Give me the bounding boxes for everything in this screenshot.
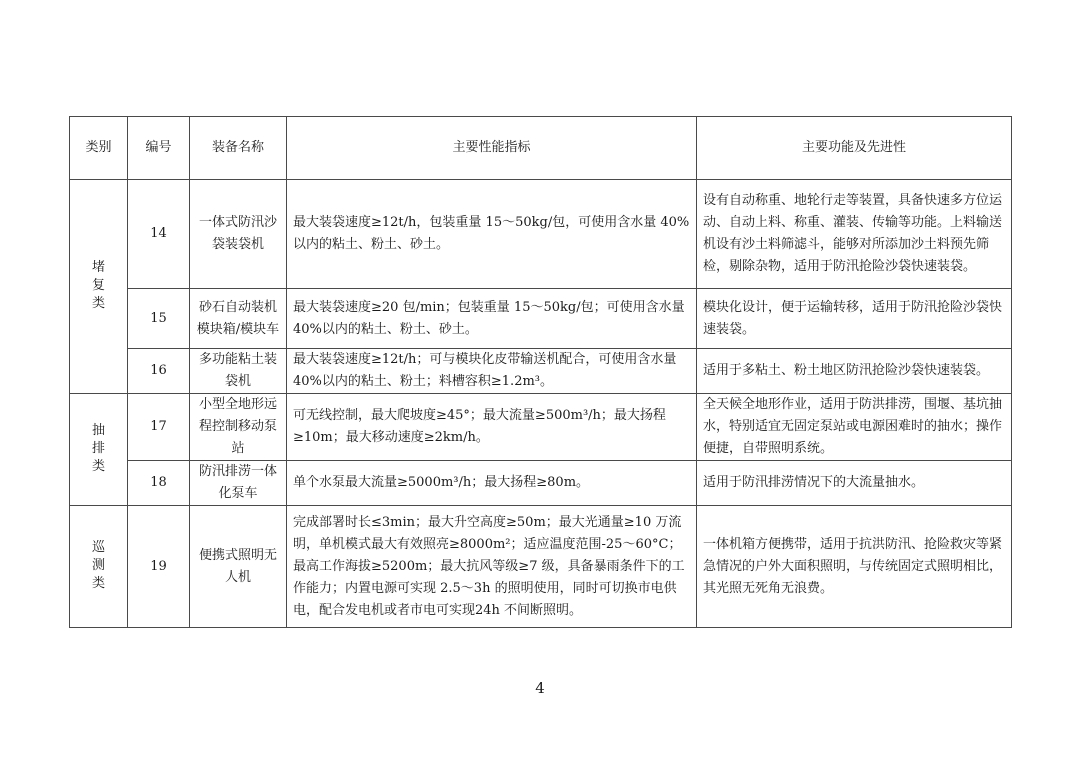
table-row [70,394,1012,461]
equipment-name: 小型全地形远程控制移动泵站 [190,394,287,461]
header-category: 类别 [70,117,128,180]
function-desc: 全天候全地形作业，适用于防洪排涝，围堰、基坑抽水，特别适宜无固定泵站或电源困难时的抽水；操作便捷，自带照明系统。 [697,394,1012,461]
header-function: 主要功能及先进性 [697,117,1012,180]
row-number: 15 [128,289,190,349]
row-number: 14 [128,180,190,289]
equipment-name: 多功能粘土装袋机 [190,349,287,394]
function-desc: 适用于多粘土、粉土地区防汛抢险沙袋快速装袋。 [697,349,1012,394]
row-number: 17 [128,394,190,461]
table-header-row [70,117,1012,180]
function-desc: 模块化设计，便于运输转移，适用于防汛抢险沙袋快速装袋。 [697,289,1012,349]
row-number: 18 [128,461,190,506]
table-row [70,180,1012,289]
row-number: 16 [128,349,190,394]
header-performance: 主要性能指标 [287,117,697,180]
table-row [70,289,1012,349]
category-cell [70,180,128,394]
table-row [70,461,1012,506]
equipment-name: 一体式防汛沙袋装袋机 [190,180,287,289]
header-number: 编号 [128,117,190,180]
header-equipment-name: 装备名称 [190,117,287,180]
equipment-name: 防汛排涝一体化泵车 [190,461,287,506]
function-desc: 适用于防汛排涝情况下的大流量抽水。 [697,461,1012,506]
function-desc: 设有自动称重、地轮行走等装置，具备快速多方位运动、自动上料、称重、灌装、传输等功能。上料输送机设有沙土料筛滤斗，能够对所添加沙土料预先筛检，剔除杂物，适用于防汛抢险沙袋快速装袋。 [697,180,1012,289]
performance-spec: 最大装袋速度≥20 包/min；包装重量 15～50kg/包；可使用含水量 40%以内的粘土、粉土、砂土。 [287,289,697,349]
equipment-name: 便携式照明无人机 [190,506,287,628]
equipment-name: 砂石自动装机模块箱/模块车 [190,289,287,349]
page-number: 4 [535,679,545,697]
performance-spec: 完成部署时长≤3min；最大升空高度≥50m；最大光通量≥10 万流明，单机模式最大有效照亮≥8000m²；适应温度范围-25～60°C；最高工作海拔≥5200m；最大抗风等级≥7 级，具备暴雨条件下的工作能力；内置电源可实现 2.5～3h 的照明使用，同时可切换市电供电，配合发电机或者市电可实现24h 不间断照明。 [287,506,697,628]
row-number: 19 [128,506,190,628]
performance-spec: 可无线控制，最大爬坡度≥45°；最大流量≥500m³/h；最大扬程≥10m；最大移动速度≥2km/h。 [287,394,697,461]
performance-spec: 最大装袋速度≥12t/h，包装重量 15～50kg/包，可使用含水量 40%以内的粘土、粉土、砂土。 [287,180,697,289]
table-row [70,506,1012,628]
category-cell [70,394,128,506]
category-label: 抽排类 [91,422,105,474]
table-row [70,349,1012,394]
function-desc: 一体机箱方便携带，适用于抗洪防汛、抢险救灾等紧急情况的户外大面积照明，与传统固定式照明相比，其光照无死角无浪费。 [697,506,1012,628]
category-label: 堵复类 [91,259,105,311]
performance-spec: 单个水泵最大流量≥5000m³/h；最大扬程≥80m。 [287,461,697,506]
category-cell [70,506,128,628]
performance-spec: 最大装袋速度≥12t/h；可与模块化皮带输送机配合，可使用含水量 40%以内的粘土、粉土；料槽容积≥1.2m³。 [287,349,697,394]
category-label: 巡测类 [91,539,105,591]
equipment-table [69,116,1012,628]
